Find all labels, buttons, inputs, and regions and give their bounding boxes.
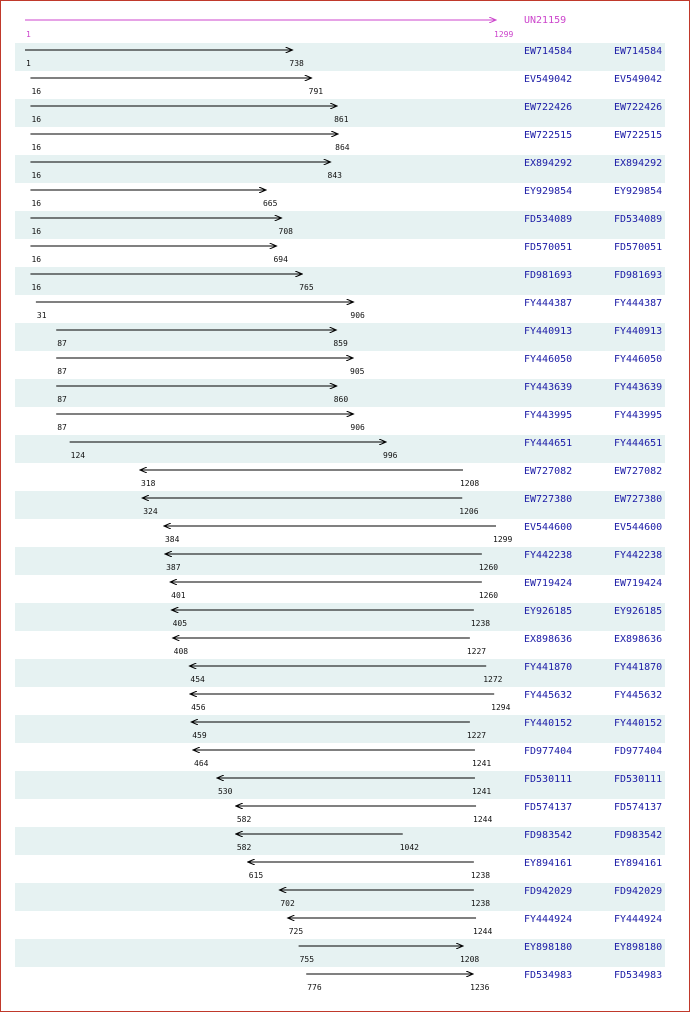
alignment-accession-link-secondary[interactable]: FD942029: [614, 886, 663, 897]
alignment-end-label: 1042: [399, 843, 419, 852]
alignment-accession-link-secondary[interactable]: FD570051: [614, 242, 663, 253]
alignment-accession-link[interactable]: EW719424: [524, 578, 573, 589]
alignment-start-label: 87: [57, 339, 67, 348]
alignment-accession-link-secondary[interactable]: EW722426: [614, 102, 663, 113]
alignment-accession-link-secondary[interactable]: EW719424: [614, 578, 663, 589]
alignment-accession-link-secondary[interactable]: FD983542: [614, 830, 663, 841]
alignment-accession-link-secondary[interactable]: FY440913: [614, 326, 663, 337]
alignment-accession-link-secondary[interactable]: EY926185: [614, 606, 663, 617]
alignment-accession-link[interactable]: EW722426: [524, 102, 573, 113]
alignment-accession-link[interactable]: EX894292: [524, 158, 573, 169]
alignment-end-label: 694: [273, 255, 288, 264]
alignment-end-label: 906: [350, 423, 365, 432]
alignment-start-label: 530: [217, 787, 233, 796]
alignment-end-label: 1238: [470, 619, 491, 628]
alignment-accession-link[interactable]: FY441870: [524, 662, 573, 673]
alignment-accession-link[interactable]: FD530111: [524, 774, 573, 785]
alignment-accession-link[interactable]: EY926185: [524, 606, 573, 617]
alignment-accession-link[interactable]: EW727380: [524, 494, 573, 505]
alignment-end-label: 1241: [471, 787, 492, 796]
alignment-start-label: 16: [31, 199, 42, 208]
alignment-accession-link[interactable]: FD942029: [524, 886, 573, 897]
alignment-end-label: 1244: [473, 815, 493, 824]
alignment-accession-link-secondary[interactable]: FY444924: [614, 914, 663, 925]
alignment-end-label: 1227: [466, 731, 487, 740]
alignment-accession-link[interactable]: EX898636: [524, 634, 573, 645]
alignment-accession-link-secondary[interactable]: EX894292: [614, 158, 663, 169]
alignment-end-label: 1299: [493, 535, 513, 544]
alignment-accession-link-secondary[interactable]: FD574137: [614, 802, 663, 813]
alignment-accession-link-secondary[interactable]: FY444651: [614, 438, 663, 449]
alignment-end-label: 1260: [478, 591, 499, 600]
alignment-accession-link-secondary[interactable]: FY441870: [614, 662, 663, 673]
alignment-start-label: 401: [171, 591, 186, 600]
alignment-start-label: 1: [26, 59, 31, 68]
alignment-accession-link[interactable]: FY445632: [524, 690, 573, 701]
alignment-accession-link-secondary[interactable]: FD534983: [614, 970, 663, 981]
alignment-accession-link-secondary[interactable]: FD534089: [614, 214, 663, 225]
alignment-start-label: 16: [31, 171, 42, 180]
alignment-accession-link-secondary[interactable]: EY898180: [614, 942, 663, 953]
alignment-accession-link[interactable]: FD534089: [524, 214, 573, 225]
alignment-accession-link-secondary[interactable]: EY929854: [614, 186, 663, 197]
alignment-accession-link-secondary[interactable]: EY894161: [614, 858, 663, 869]
alignment-end-label: 791: [308, 87, 324, 96]
alignment-accession-link[interactable]: FD570051: [524, 242, 573, 253]
alignment-accession-link[interactable]: FY442238: [524, 550, 573, 561]
alignment-start-label: 16: [31, 255, 42, 264]
alignment-accession-link[interactable]: EW727082: [524, 466, 573, 477]
alignment-start-label: 16: [31, 227, 42, 236]
alignment-end-label: 1227: [466, 647, 487, 656]
alignment-accession-link[interactable]: FY440152: [524, 718, 573, 729]
alignment-end-label: 859: [333, 339, 348, 348]
alignment-end-label: 905: [350, 367, 365, 376]
alignment-start-label: 387: [166, 563, 181, 572]
alignment-accession-link-secondary[interactable]: EX898636: [614, 634, 663, 645]
alignment-start-label: 464: [194, 759, 209, 768]
alignment-accession-link-secondary[interactable]: FD977404: [614, 746, 663, 757]
alignment-accession-link[interactable]: FY443995: [524, 410, 573, 421]
alignment-start-label: 582: [236, 843, 252, 852]
alignment-end-label: 1236: [470, 983, 490, 992]
alignment-accession-link[interactable]: FY443639: [524, 382, 573, 393]
alignment-end-label: 1241: [471, 759, 492, 768]
alignment-end-label: 708: [278, 227, 293, 236]
alignment-accession-link[interactable]: EY894161: [524, 858, 573, 869]
alignment-start-label: 16: [31, 143, 42, 152]
alignment-end-label: 765: [299, 283, 314, 292]
alignment-accession-link-secondary[interactable]: EV544600: [614, 522, 663, 533]
alignment-accession-link[interactable]: FD977404: [524, 746, 573, 757]
alignment-accession-link[interactable]: FY444387: [524, 298, 573, 309]
alignment-start-label: 615: [248, 871, 264, 880]
alignment-accession-link[interactable]: FY444924: [524, 914, 573, 925]
alignment-end-label: 1244: [473, 927, 493, 936]
alignment-end-label: 1260: [478, 563, 499, 572]
alignment-accession-link[interactable]: FD574137: [524, 802, 573, 813]
alignment-start-label: 456: [191, 703, 206, 712]
alignment-accession-link-secondary[interactable]: FY440152: [614, 718, 663, 729]
alignment-end-label: 906: [350, 311, 365, 320]
alignment-accession-link-secondary[interactable]: FY443639: [614, 382, 663, 393]
alignment-accession-link-secondary[interactable]: EW722515: [614, 130, 663, 141]
alignment-accession-link[interactable]: FY444651: [524, 438, 573, 449]
alignment-end-label: 860: [333, 395, 349, 404]
alignment-end-label: 1238: [470, 871, 491, 880]
alignment-start-label: 16: [31, 87, 42, 96]
reference-start-label: 1: [26, 30, 31, 39]
alignment-accession-link-secondary[interactable]: FY443995: [614, 410, 663, 421]
alignment-accession-link[interactable]: EW722515: [524, 130, 573, 141]
alignment-accession-link[interactable]: FY440913: [524, 326, 573, 337]
alignment-start-label: 405: [172, 619, 188, 628]
alignment-start-label: 31: [36, 311, 47, 320]
alignment-end-label: 996: [383, 451, 398, 460]
reference-accession-link[interactable]: UN21159: [524, 15, 567, 26]
alignment-end-label: 1206: [459, 507, 479, 516]
alignment-accession-link-secondary[interactable]: FY445632: [614, 690, 663, 701]
alignment-start-label: 318: [141, 479, 156, 488]
alignment-start-label: 16: [31, 283, 42, 292]
alignment-start-label: 725: [288, 927, 304, 936]
alignment-accession-link[interactable]: FD534983: [524, 970, 573, 981]
alignment-accession-link-secondary[interactable]: EW727082: [614, 466, 663, 477]
alignment-start-label: 408: [173, 647, 189, 656]
alignment-start-label: 384: [164, 535, 180, 544]
alignment-end-label: 1208: [459, 479, 480, 488]
alignment-start-label: 776: [307, 983, 322, 992]
alignment-end-label: 864: [335, 143, 350, 152]
alignment-accession-link-secondary[interactable]: FY442238: [614, 550, 663, 561]
alignment-start-label: 87: [57, 423, 67, 432]
alignment-end-label: 1294: [491, 703, 511, 712]
alignment-end-label: 738: [289, 59, 304, 68]
alignment-accession-link-secondary[interactable]: EW714584: [614, 46, 663, 57]
alignment-accession-link-secondary[interactable]: FD981693: [614, 270, 663, 281]
alignment-accession-link-secondary[interactable]: EV549042: [614, 74, 663, 85]
alignment-start-label: 454: [190, 675, 205, 684]
alignment-accession-link-secondary[interactable]: FD530111: [614, 774, 663, 785]
alignment-start-label: 582: [236, 815, 252, 824]
alignment-end-label: 1238: [470, 899, 491, 908]
alignment-start-label: 87: [57, 367, 67, 376]
alignment-end-label: 665: [262, 199, 278, 208]
alignment-accession-link[interactable]: FD981693: [524, 270, 573, 281]
alignment-accession-link[interactable]: EY929854: [524, 186, 573, 197]
alignment-start-label: 702: [280, 899, 295, 908]
alignment-start-label: 124: [70, 451, 86, 460]
alignment-accession-link[interactable]: EW714584: [524, 46, 573, 57]
alignment-end-label: 1272: [483, 675, 503, 684]
alignment-accession-link-secondary[interactable]: FY444387: [614, 298, 663, 309]
alignment-accession-link[interactable]: EV549042: [524, 74, 573, 85]
alignment-start-label: 16: [31, 115, 42, 124]
alignment-accession-link[interactable]: EY898180: [524, 942, 573, 953]
alignment-start-label: 87: [57, 395, 67, 404]
alignment-end-label: 861: [334, 115, 349, 124]
alignment-accession-link[interactable]: FY446050: [524, 354, 573, 365]
alignment-accession-link-secondary[interactable]: EW727380: [614, 494, 663, 505]
alignment-end-label: 1208: [459, 955, 480, 964]
alignment-start-label: 324: [143, 507, 158, 516]
alignment-start-label: 755: [299, 955, 315, 964]
alignment-accession-link[interactable]: EV544600: [524, 522, 573, 533]
alignment-start-label: 459: [192, 731, 207, 740]
alignment-accession-link-secondary[interactable]: FY446050: [614, 354, 663, 365]
alignment-accession-link[interactable]: FD983542: [524, 830, 573, 841]
alignment-end-label: 843: [327, 171, 342, 180]
reference-end-label: 1299: [494, 30, 514, 39]
